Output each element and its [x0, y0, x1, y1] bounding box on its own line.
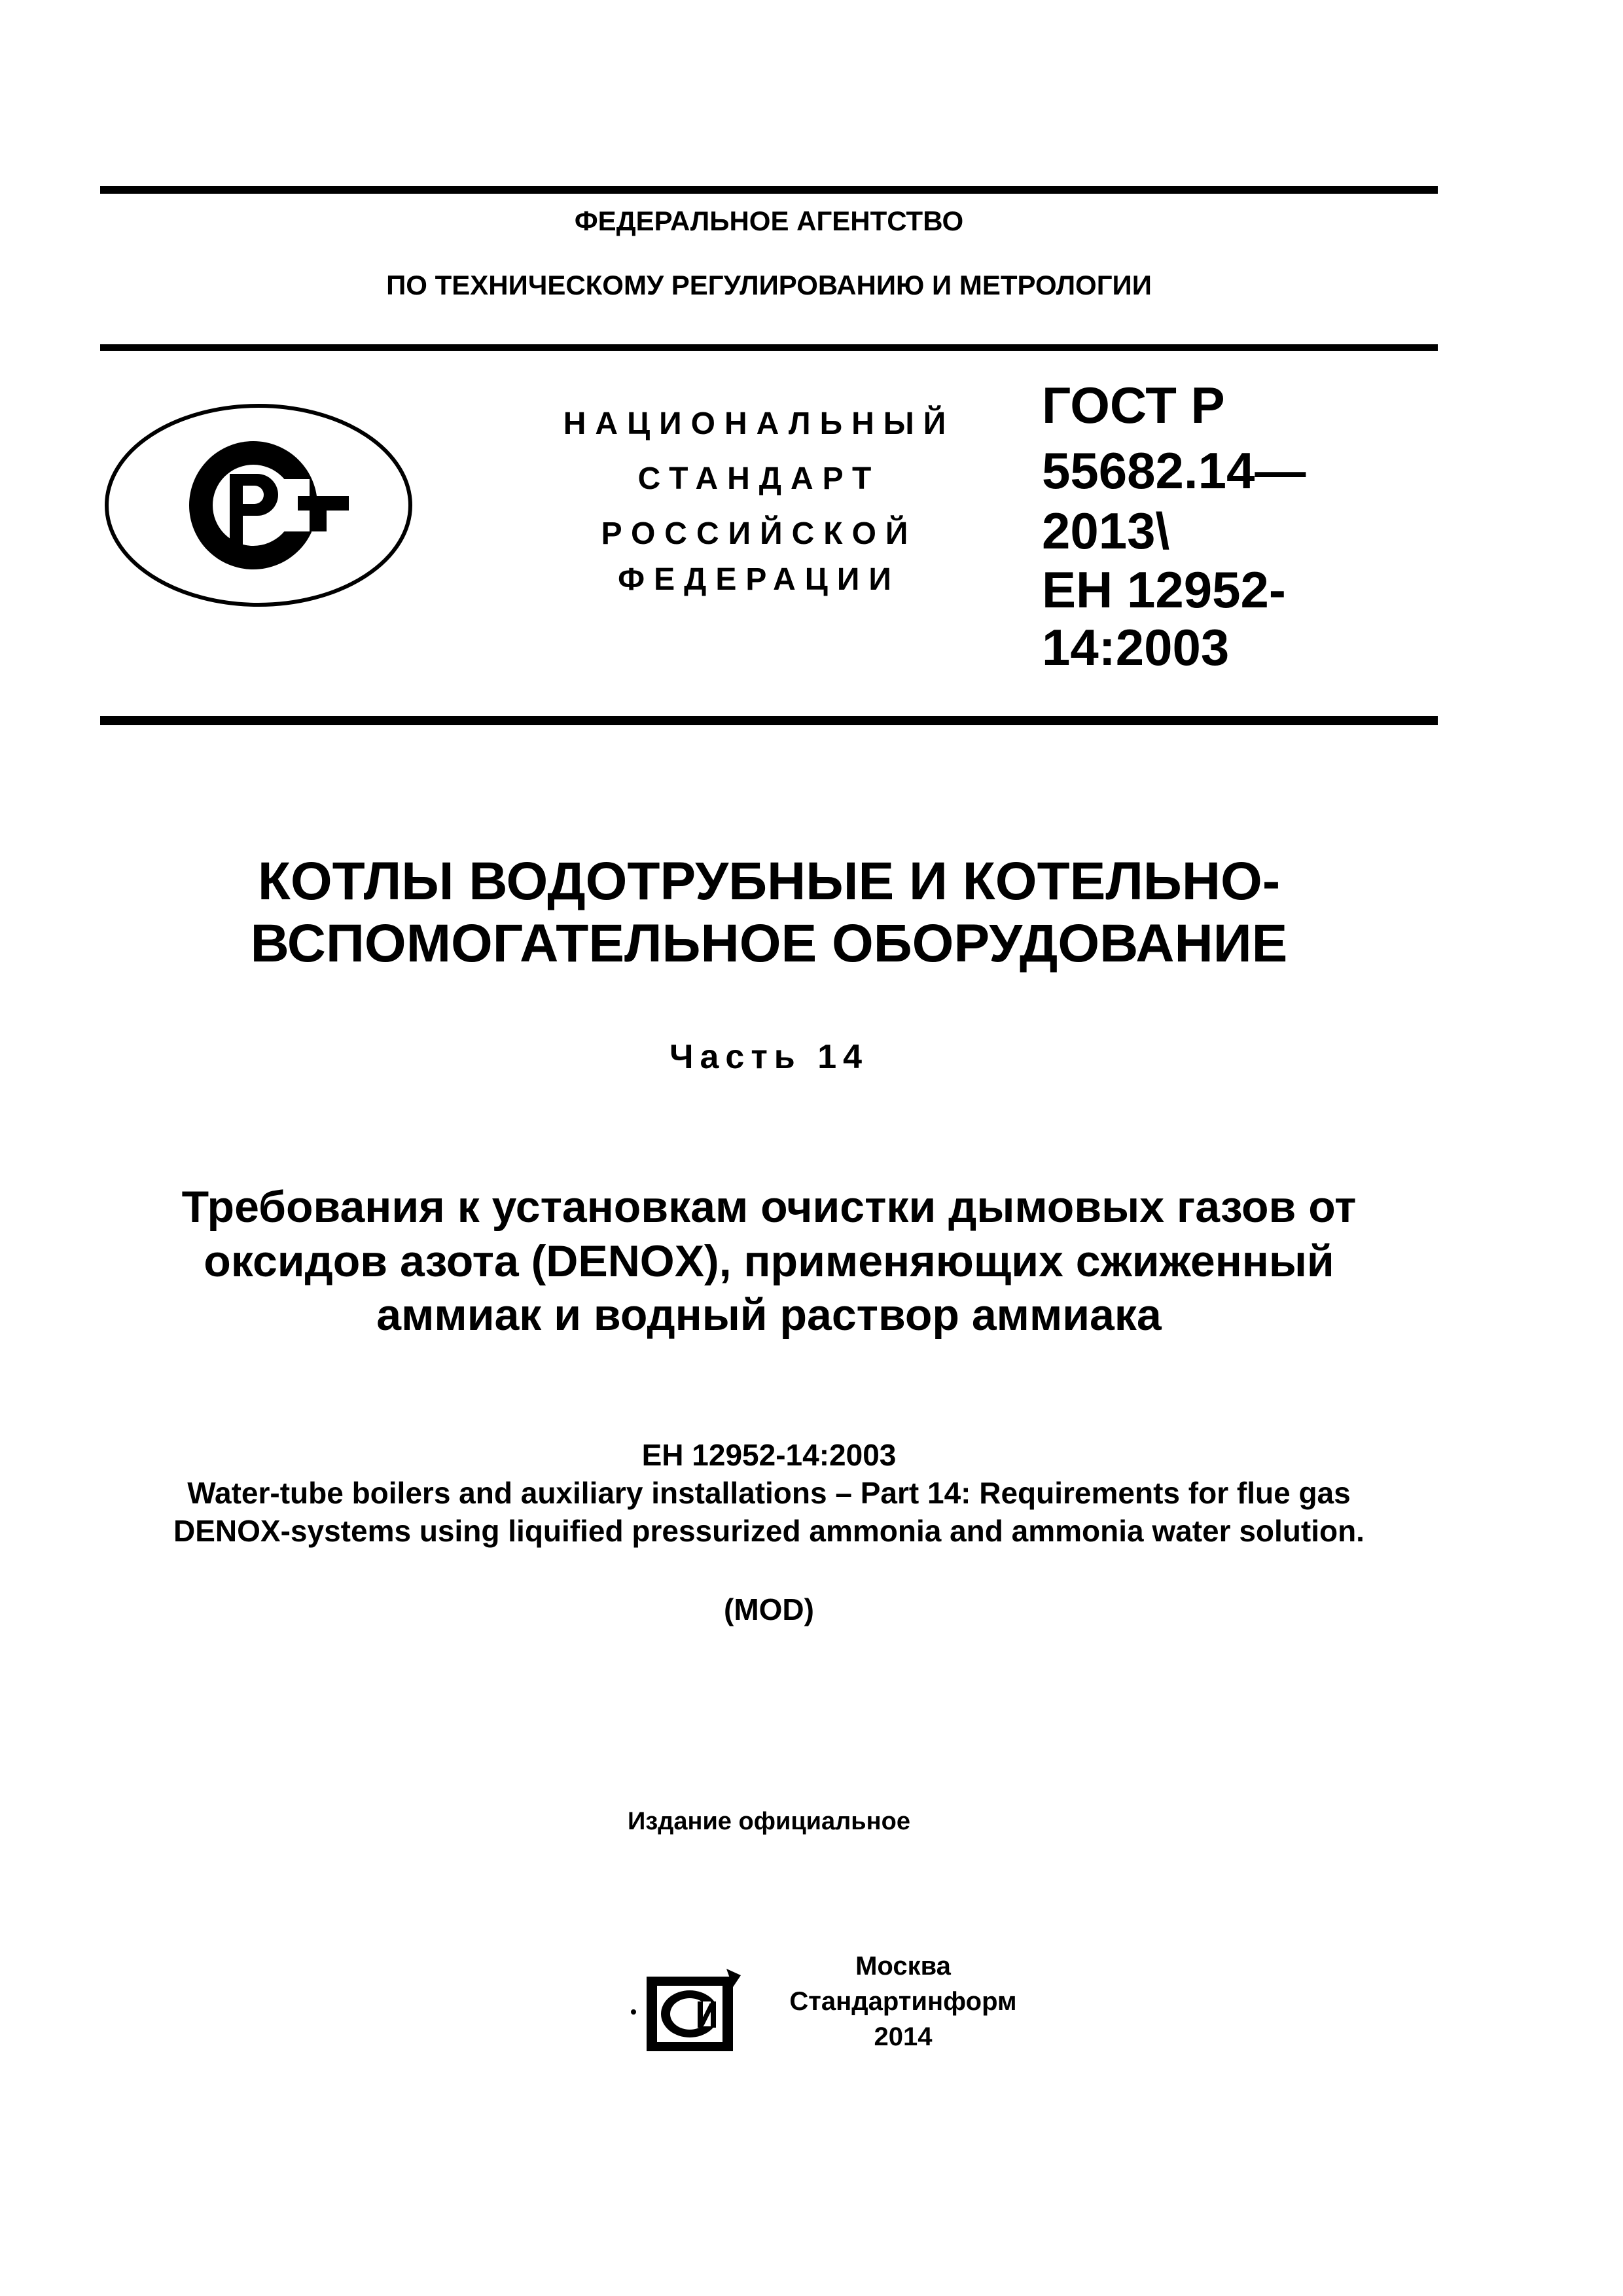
- document-title-line-1: КОТЛЫ ВОДОТРУБНЫЕ И КОТЕЛЬНО-: [257, 852, 1281, 911]
- standard-type-line-1: НАЦИОНАЛЬНЫЙ: [563, 406, 955, 441]
- modification-mark: (MOD): [724, 1592, 814, 1626]
- standard-type-line-2: СТАНДАРТ: [637, 461, 881, 496]
- publication-year: 2014: [874, 2022, 933, 2051]
- subtitle-line-1: Требования к установкам очистки дымовых газов от: [181, 1182, 1357, 1232]
- subtitle-line-2: оксидов азота (DENOX), применяющих сжиженный: [204, 1236, 1334, 1286]
- designation-line-2: 55682.14—: [1042, 442, 1306, 499]
- en-standard-code: ЕН 12952-14:2003: [641, 1438, 897, 1472]
- designation-line-3: 2013\: [1042, 502, 1170, 560]
- standard-type-line-3: РОССИЙСКОЙ: [601, 516, 918, 551]
- subtitle-line-3: аммиак и водный раствор аммиака: [376, 1290, 1162, 1340]
- standartinform-logo-icon: [628, 1961, 746, 2059]
- top-rule: [100, 186, 1438, 194]
- standard-type-line-4: ФЕДЕРАЦИИ: [618, 562, 901, 597]
- designation-line-5: 14:2003: [1042, 619, 1230, 676]
- publisher-name: Стандартинформ: [789, 1987, 1017, 2016]
- rst-certification-logo-icon: [101, 401, 416, 610]
- header-rule: [100, 344, 1438, 351]
- en-title-line-2: DENOX-systems using liquified pressurized ammonia and ammonia water solution.: [173, 1514, 1364, 1548]
- official-edition: Издание официальное: [628, 1808, 910, 1835]
- agency-line-2: ПО ТЕХНИЧЕСКОМУ РЕГУЛИРОВАНИЮ И МЕТРОЛОГИИ: [386, 270, 1152, 300]
- part-number: Часть 14: [669, 1038, 869, 1076]
- designation-rule: [100, 716, 1438, 725]
- publisher-city: Москва: [855, 1952, 951, 1981]
- designation-line-4: ЕН 12952-: [1042, 561, 1286, 619]
- document-title-line-2: ВСПОМОГАТЕЛЬНОЕ ОБОРУДОВАНИЕ: [250, 914, 1288, 973]
- agency-line-1: ФЕДЕРАЛЬНОЕ АГЕНТСТВО: [574, 206, 964, 236]
- en-title-line-1: Water-tube boilers and auxiliary installations – Part 14: Requirements for flue gas: [187, 1476, 1351, 1510]
- designation-line-1: ГОСТ Р: [1042, 376, 1225, 434]
